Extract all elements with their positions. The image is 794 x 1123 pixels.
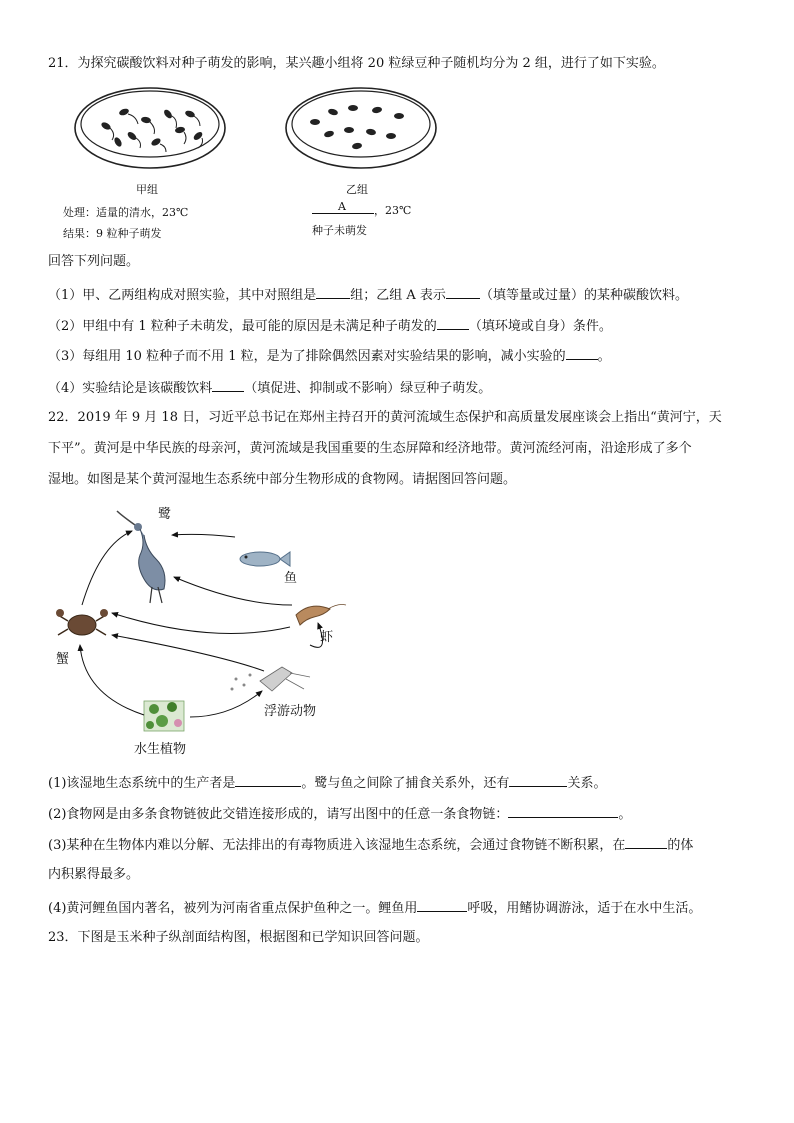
- q21-prompt: 回答下列问题。: [48, 254, 140, 269]
- q22-sub1: (1)该湿地生态系统中的生产者是 。鹭与鱼之间除了捕食关系外，还有 关系。: [48, 773, 606, 793]
- heron-icon: [117, 511, 165, 603]
- zooplankton-icon: [231, 667, 311, 691]
- q22-stem-line1: 22．2019 年 9 月 18 日，习近平总书记在郑州主持召开的黄河流域生态保护和高质量发展座谈会上指出“黄河宁，天: [48, 410, 722, 425]
- label-zooplankton: 浮游动物: [264, 704, 317, 719]
- group-a-label: 甲组: [136, 183, 158, 196]
- q21-sub3: （3）每组用 10 粒种子而不用 1 粒，是为了排除偶然因素对实验结果的影响，减小实验的 。: [48, 346, 611, 366]
- label-heron: 鹭: [158, 507, 172, 522]
- answer-blank[interactable]: [235, 773, 301, 787]
- q21-sub2: （2）甲组中有 1 粒种子未萌发，最可能的原因是未满足种子萌发的 （填环境或自身）条件。: [48, 316, 612, 336]
- group-b-blank-label: A: [338, 200, 346, 213]
- shrimp-icon: [296, 605, 346, 626]
- q22-sub2: (2)食物网是由多条食物链彼此交错连接形成的，请写出图中的任意一条食物链： 。: [48, 804, 631, 824]
- petri-dish-group-b: [283, 84, 441, 174]
- q22-stem-line3: 湿地。如图是某个黄河湿地生态系统中部分生物形成的食物网。请据图回答问题。: [48, 472, 517, 487]
- label-shrimp: 虾: [320, 630, 334, 645]
- food-web-diagram: [40, 495, 360, 760]
- answer-blank[interactable]: [625, 835, 667, 849]
- group-b-result: 种子未萌发: [312, 224, 367, 237]
- group-a-result: 结果：9 粒种子萌发: [63, 227, 162, 240]
- label-aquatic-plants: 水生植物: [134, 742, 187, 757]
- answer-blank[interactable]: [437, 316, 469, 330]
- group-b-label: 乙组: [346, 183, 368, 196]
- answer-blank[interactable]: [316, 285, 350, 299]
- label-crab: 蟹: [56, 652, 70, 667]
- q22-sub3-line2: 内积累得最多。: [48, 867, 140, 882]
- q21-stem: 21．为探究碳酸饮料对种子萌发的影响，某兴趣小组将 20 粒绿豆种子随机均分为 2 组，进行了如下实验。: [48, 56, 665, 71]
- q22-sub3-line1: (3)某种在生物体内难以分解、无法排出的有毒物质进入该湿地生态系统，会通过食物链不断积累，在 的体: [48, 835, 693, 855]
- group-a-treatment: 处理：适量的清水，23℃: [63, 206, 189, 219]
- aquatic-plant-icon: [144, 701, 184, 731]
- answer-blank[interactable]: [212, 378, 244, 392]
- fish-icon: [240, 552, 290, 566]
- answer-blank[interactable]: [446, 285, 480, 299]
- q21-sub1: （1）甲、乙两组构成对照实验，其中对照组是 组；乙组 A 表示 （填等量或过量）的某种碳酸饮料。: [48, 285, 688, 305]
- q21-sub4: （4）实验结论是该碳酸饮料 （填促进、抑制或不影响）绿豆种子萌发。: [48, 378, 491, 398]
- answer-blank[interactable]: [508, 804, 618, 818]
- label-fish: 鱼: [284, 571, 298, 586]
- answer-blank[interactable]: [417, 898, 467, 912]
- answer-blank[interactable]: [566, 346, 598, 360]
- answer-blank[interactable]: [509, 773, 567, 787]
- q22-stem-line2: 下平”。黄河是中华民族的母亲河，黄河流域是我国重要的生态屏障和经济地带。黄河流经河南，沿途形成了多个: [48, 441, 692, 456]
- q23-stem: 23．下图是玉米种子纵剖面结构图，根据图和已学知识回答问题。: [48, 930, 429, 945]
- group-b-treatment: A ，23℃: [312, 200, 411, 218]
- petri-dish-group-a: [72, 84, 230, 174]
- crab-icon: [56, 609, 108, 635]
- q22-sub4: (4)黄河鲤鱼国内著名，被列为河南省重点保护鱼种之一。鲤鱼用 呼吸，用鳍协调游泳，适于在水中生活。: [48, 898, 701, 918]
